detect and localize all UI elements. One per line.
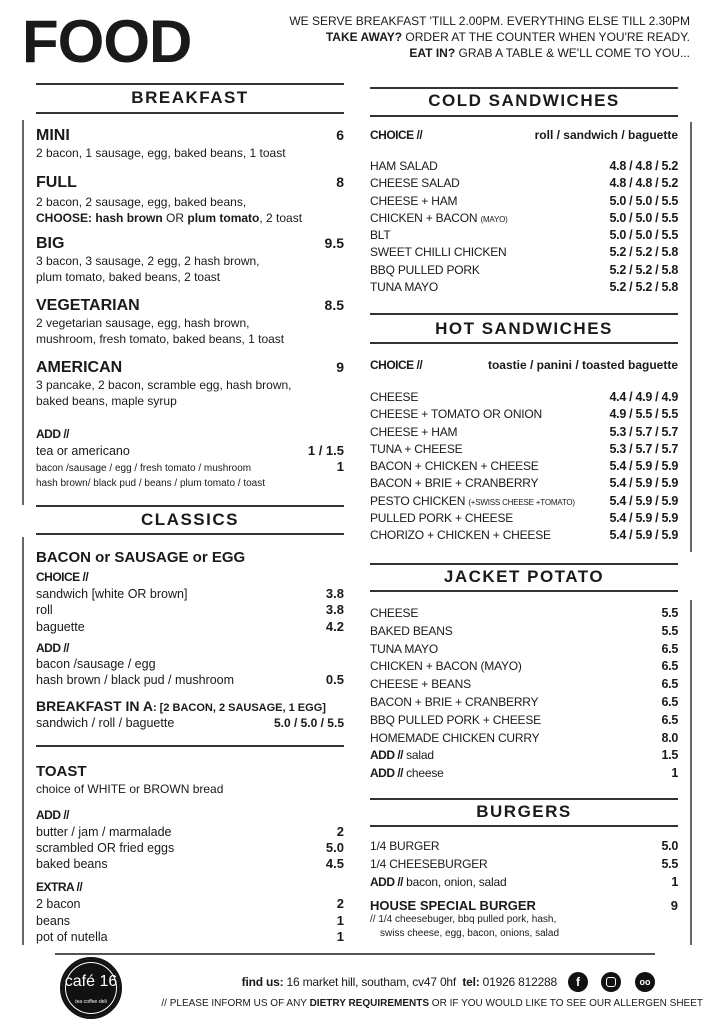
menu-item (370, 873, 678, 891)
item-price: 5.0 / 5.0 / 5.5 (609, 210, 678, 225)
item-price: 4.9 / 5.5 / 5.5 (609, 407, 678, 422)
item-name (370, 873, 506, 891)
divider (370, 825, 678, 827)
section-title-jacket-potato: JACKET POTATO (443, 567, 605, 586)
item-name (370, 623, 453, 641)
allergen-notice: // PLEASE INFORM US OF ANY DIETRY REQUIREMENTS OR IF YOU WOULD LIKE TO SEE OUR ALLERGEN SHEET (161, 998, 703, 1009)
item-price: 5.3 / 5.7 / 5.7 (609, 441, 678, 456)
item-name-text: 1/4 BURGER (370, 839, 440, 853)
cafe-logo: café 16 tea·coffee·deli (60, 957, 122, 1019)
menu-item (370, 730, 678, 748)
item-price: 6.5 (661, 694, 678, 709)
item-price: 4.8 / 4.8 / 5.2 (609, 176, 678, 191)
item-name-text: CHEESE + TOMATO OR ONION (370, 407, 543, 422)
menu-item (370, 493, 678, 510)
menu-item (370, 712, 678, 730)
item-price: 1.5 (661, 748, 678, 763)
item-name (370, 527, 551, 544)
item-price: 5.5 (661, 623, 678, 638)
cold-sandwich-list (370, 158, 678, 296)
divider (370, 115, 678, 117)
toast: TOAST choice of WHITE or BROWN bread ADD // butter / jam / marmalade 2 scrambled OR fried eggs 5.0 baked beans 4.5 EXTRA // 2 bacon 2 beans 1 pot of nutella 1 (36, 763, 344, 944)
item-name (370, 765, 444, 783)
item-price: 5.0 (661, 839, 678, 853)
item-name (370, 193, 457, 210)
menu-item (370, 424, 678, 441)
menu-item (370, 765, 678, 783)
contact-info: find us: 16 market hill, southam, cv47 0hf tel: 01926 812288 (241, 975, 557, 989)
divider (370, 313, 678, 315)
item-note: (+SWISS CHEESE +TOMATO) (468, 497, 575, 507)
item-price: 5.4 / 5.9 / 5.9 (609, 528, 678, 543)
menu-item (370, 244, 678, 261)
item-name (370, 175, 460, 192)
menu-item (370, 605, 678, 623)
service-hours: WE SERVE BREAKFAST 'TILL 2.00PM. EVERYTHING ELSE TILL 2.30PM (289, 14, 690, 28)
jacket-potato-list (370, 605, 678, 783)
tripadvisor-icon[interactable]: oo (635, 972, 655, 992)
divider (22, 537, 24, 945)
menu-item (370, 676, 678, 694)
item-name-text: CHEESE + HAM (370, 193, 458, 208)
item-price: 5.5 (661, 606, 678, 620)
service-info (289, 13, 690, 61)
item-note: (MAYO) (480, 214, 508, 224)
breakfast-item: VEGETARIAN 8.5 2 vegetarian sausage, egg, hash brown, mushroom, fresh tomato, baked beans, 1 toast (36, 297, 344, 346)
item-price: 6.5 (661, 677, 678, 692)
item-price: 4.4 / 4.9 / 4.9 (609, 390, 678, 404)
section-title-breakfast: BREAKFAST (131, 88, 249, 107)
item-price: 5.4 / 5.9 / 5.9 (609, 476, 678, 491)
menu-item (370, 475, 678, 492)
item-price: 1 (671, 766, 678, 781)
item-price: 5.4 / 5.9 / 5.9 (609, 511, 678, 526)
item-price: 5.4 / 5.9 / 5.9 (609, 459, 678, 474)
menu-item (370, 510, 678, 527)
item-name (370, 605, 418, 623)
item-name-text: CHEESE + HAM (370, 424, 458, 439)
add-label: ADD // (370, 748, 403, 763)
item-name (370, 837, 439, 855)
item-name-text: TUNA MAYO (370, 280, 438, 295)
item-price: 5.5 (661, 857, 678, 871)
item-name (370, 510, 513, 527)
item-name-text: TUNA MAYO (370, 641, 438, 656)
item-name-text: BBQ PULLED PORK + CHEESE (370, 712, 541, 727)
item-price: 5.0 / 5.0 / 5.5 (609, 193, 678, 208)
menu-item (370, 406, 678, 423)
menu-item (370, 747, 678, 765)
item-name (370, 406, 542, 423)
menu-item (370, 837, 678, 855)
item-name-text: CHEESE (370, 390, 419, 404)
item-price: 6.5 (661, 641, 678, 656)
item-price: 5.2 / 5.2 / 5.8 (609, 262, 678, 277)
menu-item (370, 210, 678, 227)
item-name-text: CHICKEN + BACON (MAYO) (370, 659, 522, 674)
item-name (370, 855, 488, 873)
divider (36, 83, 344, 85)
item-name (370, 747, 434, 765)
classics-bse: BACON or SAUSAGE or EGG CHOICE // sandwich [white OR brown] 3.8 roll 3.8 baguette 4.2 ADD // bacon /sausage / egg hash brown / black pud / mushroom 0.5 (36, 549, 344, 688)
item-name-text: HOMEMADE CHICKEN CURRY (370, 730, 540, 745)
menu-item (370, 527, 678, 544)
item-name-text: BAKED BEANS (370, 623, 453, 638)
add-label: ADD // (370, 766, 403, 781)
breakfast-item: BIG 9.5 3 bacon, 3 sausage, 2 egg, 2 hash brown, plum tomato, baked beans, 2 toast (36, 235, 344, 284)
item-price: 8.0 (661, 730, 678, 745)
item-name-text: TUNA + CHEESE (370, 441, 463, 456)
item-name (370, 210, 508, 228)
menu-item (370, 623, 678, 641)
item-price: 1 (671, 875, 678, 889)
item-name (370, 227, 391, 244)
item-name-text: bacon, onion, salad (403, 875, 507, 889)
menu-item (370, 389, 678, 406)
item-name (370, 676, 471, 694)
item-name (370, 158, 438, 175)
menu-item (370, 193, 678, 210)
menu-item (370, 441, 678, 458)
item-name-text: 1/4 CHEESEBURGER (370, 857, 488, 871)
divider (55, 953, 655, 955)
item-name-text: SWEET CHILLI CHICKEN (370, 245, 507, 260)
breakfast-add: ADD // tea or americano 1 / 1.5 bacon /sausage / egg / fresh tomato / mushroom 1 hash brown/ black pud / beans / plum tomato / toast (36, 427, 344, 490)
divider (370, 342, 678, 344)
item-name-text: CHEESE (370, 606, 419, 620)
menu-item (370, 227, 678, 244)
item-price: 6.5 (661, 659, 678, 674)
item-name (370, 658, 522, 676)
item-name-text: CHORIZO + CHICKEN + CHEESE (370, 528, 551, 543)
page-title: FOOD (22, 8, 192, 75)
breakfast-item: MINI 6 2 bacon, 1 sausage, egg, baked beans, 1 toast (36, 127, 344, 160)
item-name-text: PESTO CHICKEN (370, 493, 466, 508)
menu-item (370, 641, 678, 659)
item-name (370, 694, 538, 712)
item-name (370, 262, 480, 279)
item-name (370, 493, 575, 511)
house-special-burger: HOUSE SPECIAL BURGER 9 // 1/4 cheesebuger, bbq pulled pork, hash, swiss cheese, egg, bacon, onions, salad (370, 898, 678, 939)
item-price: 4.8 / 4.8 / 5.2 (609, 159, 678, 173)
takeaway-info: TAKE AWAY? ORDER AT THE COUNTER WHEN YOU'RE READY. (325, 30, 690, 44)
section-title-hot-sandwiches: HOT SANDWICHES (435, 319, 613, 338)
divider (22, 120, 24, 505)
section-title-cold-sandwiches: COLD SANDWICHES (428, 91, 620, 110)
item-name-text: BBQ PULLED PORK (370, 262, 480, 277)
item-name (370, 279, 438, 296)
menu-item (370, 262, 678, 279)
item-name-text: HAM SALAD (370, 159, 438, 173)
section-title-classics: CLASSICS (141, 510, 239, 529)
item-name (370, 244, 506, 261)
item-name-text: cheese (403, 766, 444, 781)
cold-choice: CHOICE // roll / sandwich / baguette (370, 128, 678, 142)
menu-item (370, 458, 678, 475)
facebook-icon[interactable]: f (568, 972, 588, 992)
divider (36, 505, 344, 507)
item-price: 5.0 / 5.0 / 5.5 (609, 228, 678, 243)
divider (370, 563, 678, 565)
item-name (370, 389, 418, 406)
breakfast-in-a: BREAKFAST IN A: [2 BACON, 2 SAUSAGE, 1 EGG] sandwich / roll / baguette 5.0 / 5.0 / 5.5 (36, 698, 344, 730)
item-name-text: BACON + BRIE + CRANBERRY (370, 476, 539, 491)
menu-item (370, 694, 678, 712)
divider (690, 122, 692, 552)
item-name-text: BACON + BRIE + CRANBERRY (370, 694, 539, 709)
divider (690, 600, 692, 945)
menu-item (370, 158, 678, 175)
add-label: ADD // (370, 875, 403, 889)
divider (370, 87, 678, 89)
item-price: 6.5 (661, 712, 678, 727)
section-title-burgers: BURGERS (476, 802, 572, 821)
item-name-text: salad (403, 748, 434, 763)
item-name (370, 730, 539, 748)
item-name (370, 475, 538, 492)
breakfast-item: FULL 8 2 bacon, 2 sausage, egg, baked beans, CHOOSE: hash brown OR plum tomato, 2 toast (36, 174, 344, 225)
item-name-text: CHEESE SALAD (370, 176, 460, 191)
menu-item (370, 658, 678, 676)
item-name (370, 641, 438, 659)
item-name (370, 424, 457, 441)
breakfast-item: AMERICAN 9 3 pancake, 2 bacon, scramble egg, hash brown, baked beans, maple syrup (36, 359, 344, 408)
instagram-icon[interactable] (601, 972, 621, 992)
item-name-text: BLT (370, 228, 391, 243)
divider (36, 745, 344, 747)
item-price: 5.2 / 5.2 / 5.8 (609, 245, 678, 260)
hot-choice: CHOICE // toastie / panini / toasted baguette (370, 358, 678, 372)
item-name-text: CHICKEN + BACON (370, 210, 478, 225)
item-name (370, 712, 541, 730)
item-price: 5.2 / 5.2 / 5.8 (609, 280, 678, 295)
eatin-info: EAT IN? GRAB A TABLE & WE'LL COME TO YOU... (409, 46, 690, 60)
divider (370, 590, 678, 592)
item-name-text: PULLED PORK + CHEESE (370, 511, 514, 526)
menu-item (370, 175, 678, 192)
item-price: 5.3 / 5.7 / 5.7 (609, 424, 678, 439)
divider (370, 798, 678, 800)
item-name-text: CHEESE + BEANS (370, 677, 471, 692)
divider (36, 533, 344, 535)
item-name (370, 458, 539, 475)
item-name-text: BACON + CHICKEN + CHEESE (370, 459, 539, 474)
divider (36, 112, 344, 114)
burger-list (370, 837, 678, 891)
item-name (370, 441, 462, 458)
item-price: 5.4 / 5.9 / 5.9 (609, 493, 678, 508)
hot-sandwich-list (370, 389, 678, 545)
menu-item (370, 855, 678, 873)
menu-item (370, 279, 678, 296)
